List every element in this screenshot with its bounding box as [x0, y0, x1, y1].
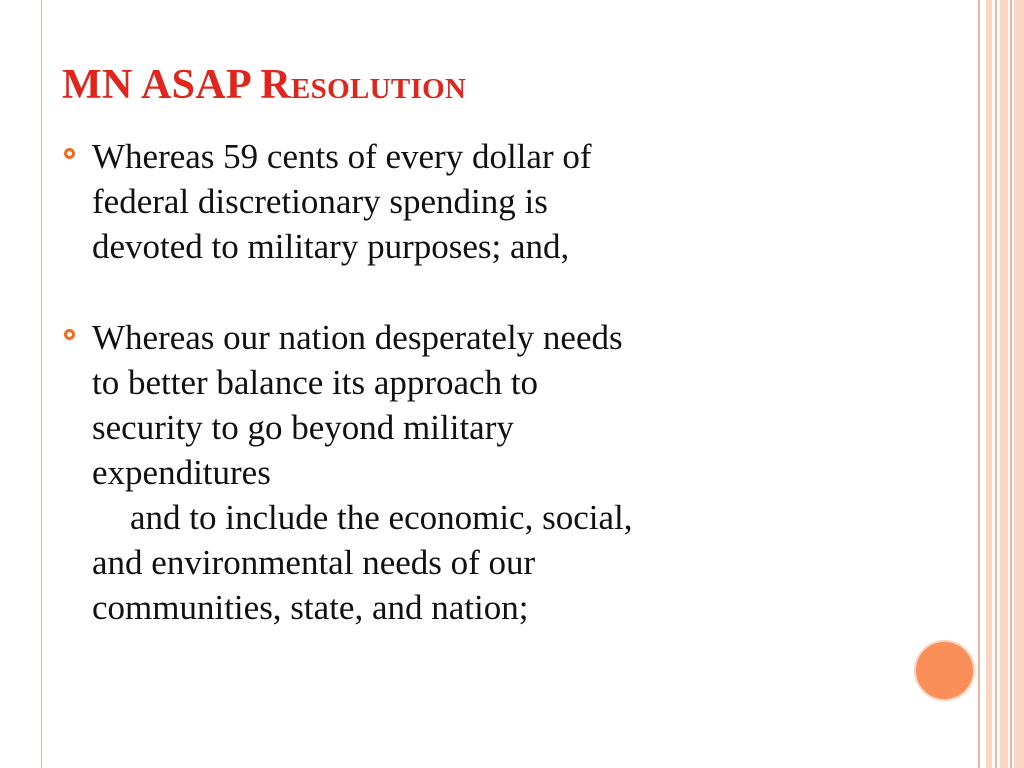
- bullet-circle-icon: [64, 329, 75, 340]
- decor-line-right-2: [1010, 0, 1012, 768]
- decor-line-right-1: [995, 0, 997, 768]
- decor-stripe-right-2: [1000, 0, 1008, 768]
- bullet-text: Whereas 59 cents of every dollar of federal discretionary spending is devoted to military purposes; and,: [92, 137, 592, 266]
- bullet-list: [62, 134, 882, 630]
- bullet-item: [62, 134, 882, 269]
- slide-title: MN ASAP Resolution: [62, 62, 467, 108]
- bullet-text: Whereas our nation desperately needs to better balance its approach to security to go beyond military expenditures: [92, 318, 623, 492]
- bullet-circle-icon: [64, 148, 75, 159]
- decor-circle: [914, 640, 975, 701]
- bullet-continuation-text: and to include the economic, social, and environmental needs of our communities, state, and nation;: [92, 498, 633, 627]
- bullet-item: [62, 315, 882, 630]
- decor-stripe-right-3: [1014, 0, 1024, 768]
- decor-stripe-right: [986, 0, 992, 768]
